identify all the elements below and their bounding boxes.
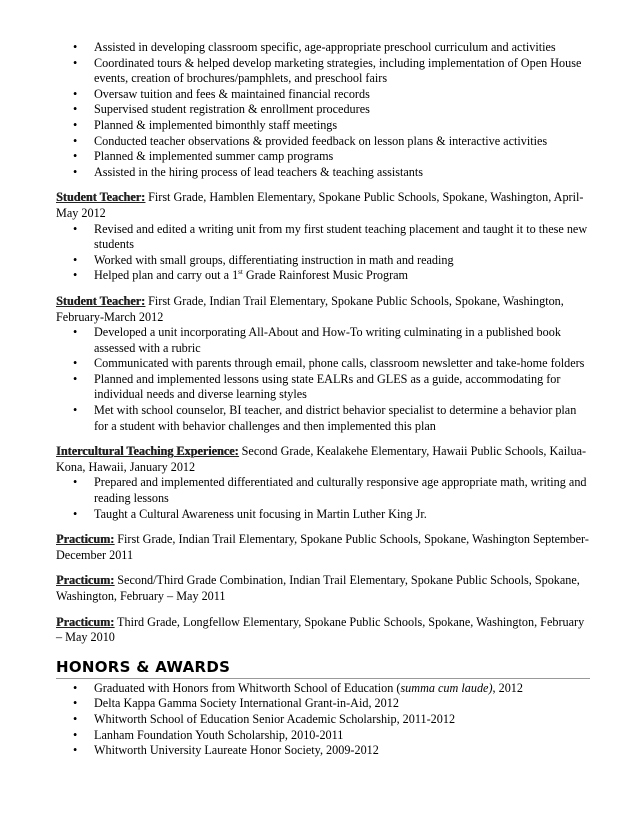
bullet-icon: • bbox=[73, 149, 78, 164]
entry-heading bbox=[56, 615, 590, 646]
entry-bullets bbox=[56, 222, 590, 284]
bullet-icon: • bbox=[73, 325, 78, 340]
resume-page bbox=[56, 40, 590, 759]
role-title: Intercultural Teaching Experience: bbox=[56, 444, 239, 459]
entry-heading bbox=[56, 532, 590, 563]
list-item: • Worked with small groups, differentiating instruction in math and reading bbox=[73, 252, 454, 267]
experience-entry bbox=[56, 444, 590, 522]
experience-entry bbox=[56, 573, 590, 604]
bullet-icon: • bbox=[73, 371, 78, 386]
entry-heading bbox=[56, 294, 590, 325]
entry-heading bbox=[56, 573, 590, 604]
bullet-icon: • bbox=[73, 475, 78, 490]
role-title: Practicum: bbox=[56, 614, 115, 629]
entry-details: First Grade, Hamblen Elementary, Spokane Public Schools, Spokane, Washington, April-May 2012 bbox=[56, 190, 584, 220]
bullet-icon: • bbox=[73, 40, 78, 54]
list-item: • Communicated with parents through email, phone calls, classroom newsletter and take-home folders bbox=[73, 356, 585, 371]
bullet-icon: • bbox=[73, 506, 78, 521]
role-title: Practicum: bbox=[56, 573, 115, 588]
list-item: • Oversaw tuition and fees & maintained financial records bbox=[73, 86, 370, 101]
list-item: • Helped plan and carry out a 1st Grade Rainforest Music Program bbox=[73, 268, 409, 283]
list-item: • Assisted in the hiring process of lead teachers & teaching assistants bbox=[73, 164, 423, 179]
list-item: • Coordinated tours & helped develop marketing strategies, including implementation of Open House events, creation of brochures/pamphlets, and preschool fairs bbox=[73, 55, 582, 86]
preschool-duties-list bbox=[56, 40, 590, 180]
list-item: • Planned and implemented lessons using state EALRs and GLES as a guide, accommodating for individual needs and diverse learning styles bbox=[73, 371, 561, 402]
bullet-icon: • bbox=[73, 727, 78, 742]
list-item: • Lanham Foundation Youth Scholarship, 2010-2011 bbox=[73, 727, 344, 742]
bullet-icon: • bbox=[73, 252, 78, 267]
section-heading-honors: HONORS & AWARDS bbox=[56, 658, 590, 679]
bullet-icon: • bbox=[73, 55, 78, 70]
list-item: • Taught a Cultural Awareness unit focusing in Martin Luther King Jr. bbox=[73, 506, 427, 521]
list-item: • Developed a unit incorporating All-About and How-To writing culminating in a published book assessed with a rubric bbox=[73, 325, 561, 355]
entry-details: First Grade, Indian Trail Elementary, Spokane Public Schools, Spokane, Washington, February-March 2012 bbox=[56, 293, 564, 324]
bullet-icon: • bbox=[73, 680, 78, 695]
experience-entry bbox=[56, 532, 590, 563]
bullet-icon: • bbox=[73, 164, 78, 179]
bullet-icon: • bbox=[73, 403, 78, 418]
list-item: • Met with school counselor, BI teacher, and district behavior specialist to determine a behavior plan for a student with behavior challenges and then implemented this plan bbox=[73, 403, 577, 433]
list-item: • Conducted teacher observations & provided feedback on lesson plans & interactive activities bbox=[73, 133, 548, 148]
list-item: • Planned & implemented bimonthly staff meetings bbox=[73, 117, 338, 132]
bullet-icon: • bbox=[73, 133, 78, 148]
list-item: • Revised and edited a writing unit from my first student teaching placement and taught it to these new students bbox=[73, 221, 588, 252]
experience-entry bbox=[56, 294, 590, 434]
entry-details: Second/Third Grade Combination, Indian Trail Elementary, Spokane Public Schools, Spokane, Washington, February – May 2011 bbox=[56, 573, 580, 603]
list-item: • Delta Kappa Gamma Society International Grant-in-Aid, 2012 bbox=[73, 696, 399, 711]
list-item: • Planned & implemented summer camp programs bbox=[73, 149, 334, 164]
list-item: • Whitworth School of Education Senior Academic Scholarship, 2011-2012 bbox=[73, 711, 456, 726]
bullet-icon: • bbox=[73, 221, 78, 236]
bullet-icon: • bbox=[73, 117, 78, 132]
bullet-icon: • bbox=[73, 696, 78, 711]
entry-details: First Grade, Indian Trail Elementary, Spokane Public Schools, Spokane, Washington September-December 2011 bbox=[56, 532, 589, 562]
experience-entry bbox=[56, 615, 590, 646]
honors-list bbox=[56, 681, 590, 759]
entry-heading bbox=[56, 190, 590, 221]
bullet-icon: • bbox=[73, 268, 78, 283]
entry-details: Second Grade, Kealakehe Elementary, Hawaii Public Schools, Kailua-Kona, Hawaii, January 2012 bbox=[56, 444, 587, 474]
role-title: Student Teacher: bbox=[56, 293, 146, 308]
list-item: • Whitworth University Laureate Honor Society, 2009-2012 bbox=[73, 743, 379, 758]
list-item: • Prepared and implemented differentiated and culturally responsive age appropriate math, writing and reading lessons bbox=[73, 475, 587, 506]
bullet-icon: • bbox=[73, 102, 78, 117]
experience-entry bbox=[56, 190, 590, 284]
bullet-icon: • bbox=[73, 711, 78, 726]
bullet-icon: • bbox=[73, 356, 78, 371]
entry-bullets bbox=[56, 475, 590, 522]
entry-bullets bbox=[56, 325, 590, 434]
list-item: • Supervised student registration & enrollment procedures bbox=[73, 102, 370, 117]
list-item: • Assisted in developing classroom specific, age-appropriate preschool curriculum and activities bbox=[73, 40, 556, 54]
entry-details: Third Grade, Longfellow Elementary, Spokane Public Schools, Spokane, Washington, February – May 2010 bbox=[56, 614, 585, 645]
bullet-icon: • bbox=[73, 86, 78, 101]
list-item: • Graduated with Honors from Whitworth School of Education (summa cum laude), 2012 bbox=[73, 680, 523, 695]
entry-heading bbox=[56, 444, 590, 475]
role-title: Practicum: bbox=[56, 532, 115, 547]
bullet-icon: • bbox=[73, 743, 78, 758]
role-title: Student Teacher: bbox=[56, 190, 146, 205]
